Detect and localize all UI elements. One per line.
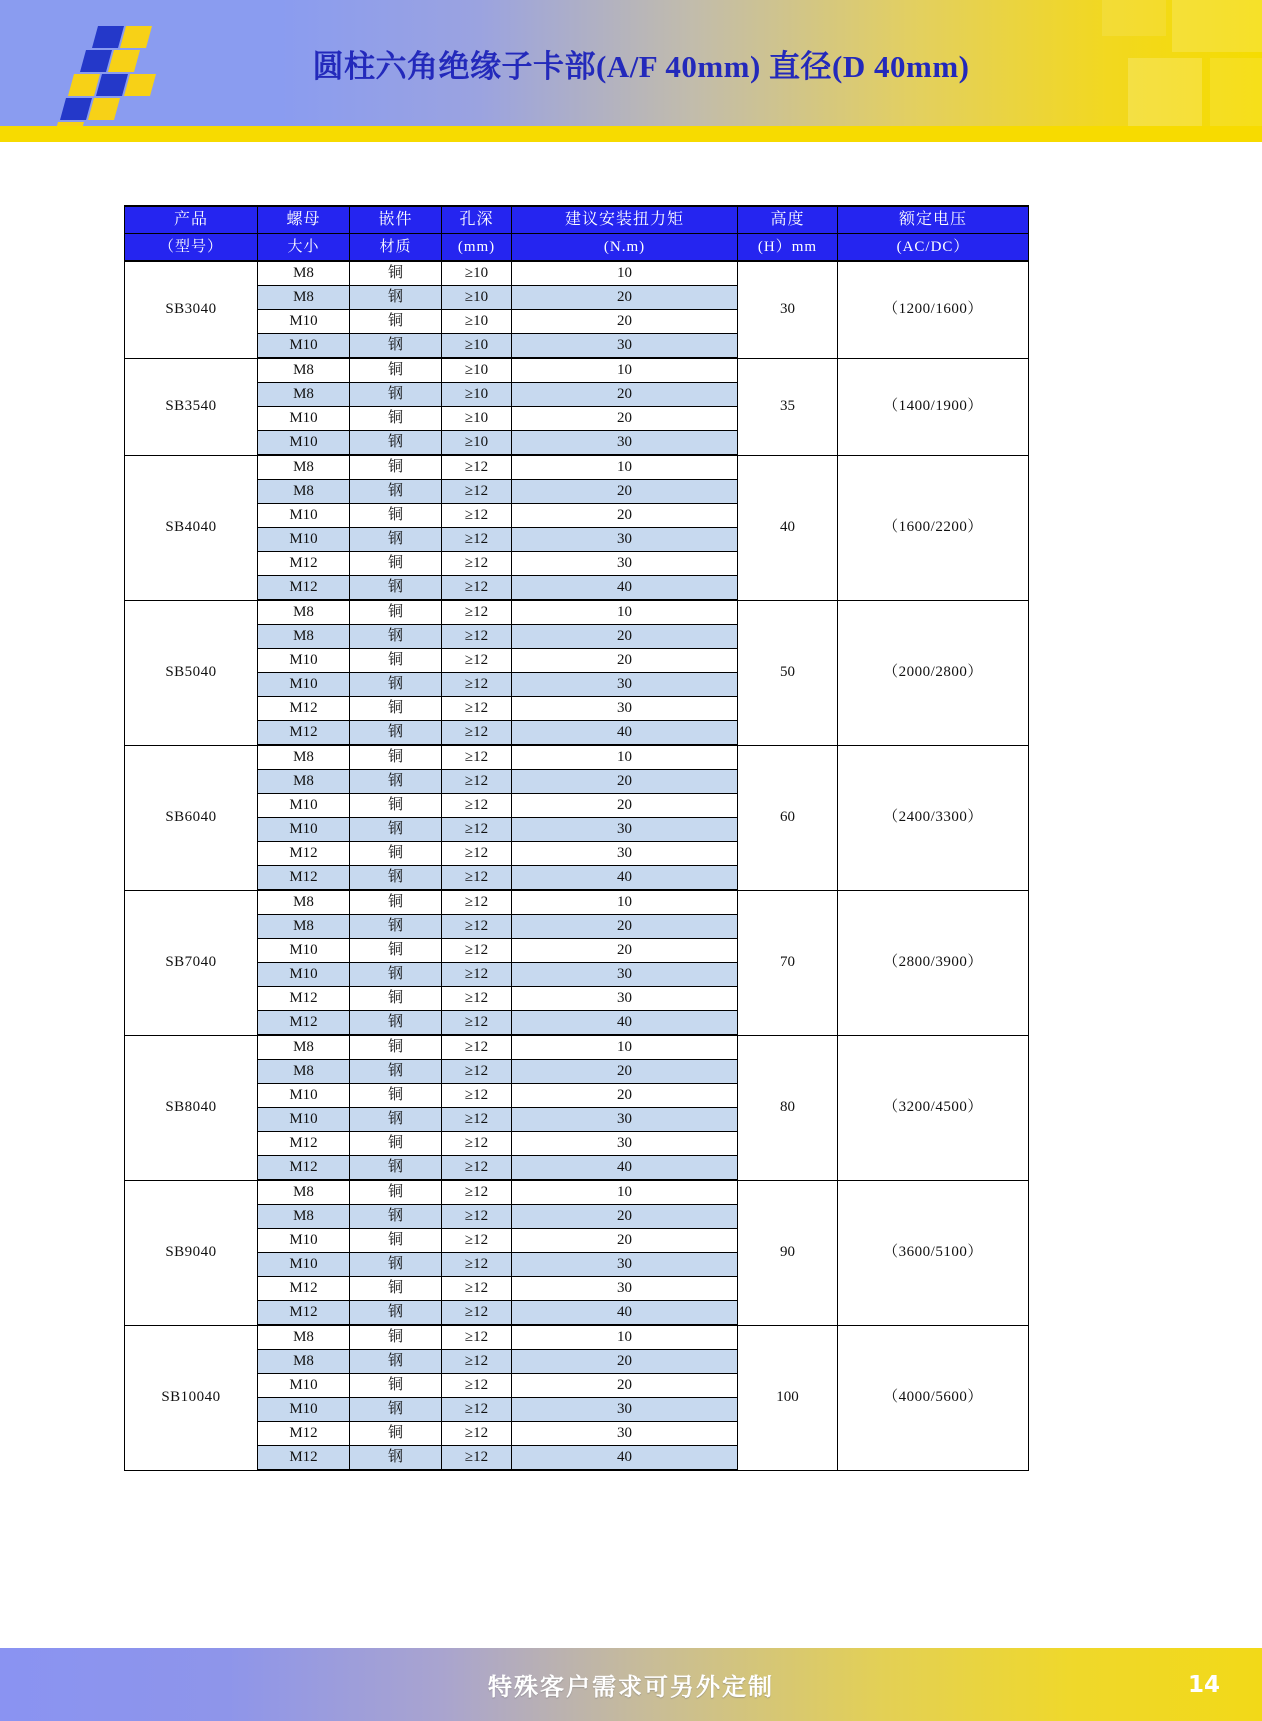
cell-model: SB4040 [125,455,258,600]
cell-torque: 20 [512,1205,738,1229]
col-header-height: 高度 [738,206,838,234]
cell-nut-size: M10 [258,673,350,697]
table-row [125,745,1029,770]
cell-voltage: （4000/5600） [838,1325,1029,1470]
cell-model: SB3540 [125,358,258,455]
cell-torque: 30 [512,987,738,1011]
cell-insert-material: 钢 [350,818,442,842]
cell-nut-size: M8 [258,1060,350,1084]
cell-hole-depth: ≥12 [442,1108,512,1132]
cell-nut-size: M12 [258,1301,350,1326]
cell-torque: 20 [512,383,738,407]
cell-torque: 30 [512,1398,738,1422]
cell-model: SB3040 [125,261,258,358]
cell-insert-material: 铜 [350,697,442,721]
cell-hole-depth: ≥12 [442,480,512,504]
cell-insert-material: 钢 [350,1060,442,1084]
cell-hole-depth: ≥12 [442,673,512,697]
cell-nut-size: M10 [258,1253,350,1277]
col-subheader-mm: (mm) [442,234,512,262]
cell-nut-size: M12 [258,1446,350,1471]
page-footer [0,1630,1262,1721]
cell-insert-material: 铜 [350,794,442,818]
cell-voltage: （2000/2800） [838,600,1029,745]
cell-hole-depth: ≥12 [442,745,512,770]
cell-torque: 20 [512,625,738,649]
cell-nut-size: M10 [258,528,350,552]
cell-nut-size: M12 [258,1011,350,1036]
cell-hole-depth: ≥12 [442,576,512,601]
col-subheader-acdc: (AC/DC） [838,234,1029,262]
cell-torque: 30 [512,1253,738,1277]
cell-nut-size: M8 [258,261,350,286]
cell-insert-material: 铜 [350,939,442,963]
cell-torque: 20 [512,770,738,794]
page-header [0,0,1262,142]
cell-insert-material: 钢 [350,915,442,939]
cell-nut-size: M12 [258,697,350,721]
cell-hole-depth: ≥10 [442,431,512,456]
header-accent-bar [0,126,1262,142]
cell-hole-depth: ≥12 [442,1301,512,1326]
cell-height: 50 [738,600,838,745]
cell-torque: 40 [512,1156,738,1181]
cell-hole-depth: ≥12 [442,528,512,552]
cell-hole-depth: ≥12 [442,1132,512,1156]
cell-torque: 20 [512,480,738,504]
cell-voltage: （1600/2200） [838,455,1029,600]
cell-height: 70 [738,890,838,1035]
cell-hole-depth: ≥12 [442,1350,512,1374]
cell-torque: 40 [512,1301,738,1326]
cell-hole-depth: ≥12 [442,818,512,842]
cell-hole-depth: ≥12 [442,552,512,576]
cell-nut-size: M8 [258,1205,350,1229]
cell-hole-depth: ≥12 [442,1374,512,1398]
cell-torque: 30 [512,818,738,842]
cell-hole-depth: ≥12 [442,890,512,915]
cell-nut-size: M8 [258,890,350,915]
cell-insert-material: 铜 [350,1374,442,1398]
cell-torque: 40 [512,1011,738,1036]
cell-insert-material: 铜 [350,987,442,1011]
cell-torque: 30 [512,697,738,721]
cell-torque: 20 [512,310,738,334]
cell-insert-material: 铜 [350,745,442,770]
cell-hole-depth: ≥12 [442,1035,512,1060]
cell-voltage: （2400/3300） [838,745,1029,890]
cell-hole-depth: ≥12 [442,1325,512,1350]
cell-insert-material: 钢 [350,1253,442,1277]
table-row [125,358,1029,383]
cell-voltage: （1200/1600） [838,261,1029,358]
cell-nut-size: M10 [258,310,350,334]
cell-model: SB8040 [125,1035,258,1180]
page-number: 14 [1187,1671,1220,1698]
cell-hole-depth: ≥12 [442,1422,512,1446]
cell-nut-size: M8 [258,625,350,649]
cell-hole-depth: ≥10 [442,407,512,431]
cell-torque: 40 [512,1446,738,1471]
cell-nut-size: M12 [258,1422,350,1446]
cell-insert-material: 铜 [350,1180,442,1205]
cell-insert-material: 钢 [350,431,442,456]
cell-hole-depth: ≥12 [442,455,512,480]
cell-insert-material: 钢 [350,480,442,504]
specification-table [124,205,1029,1471]
cell-insert-material: 铜 [350,455,442,480]
cell-hole-depth: ≥12 [442,939,512,963]
cell-voltage: （2800/3900） [838,890,1029,1035]
cell-height: 100 [738,1325,838,1470]
cell-hole-depth: ≥12 [442,697,512,721]
cell-nut-size: M8 [258,600,350,625]
cell-torque: 30 [512,1422,738,1446]
cell-nut-size: M8 [258,745,350,770]
cell-hole-depth: ≥10 [442,310,512,334]
header-row-primary [125,206,1029,234]
cell-nut-size: M8 [258,286,350,310]
cell-torque: 30 [512,1277,738,1301]
cell-nut-size: M10 [258,794,350,818]
cell-hole-depth: ≥12 [442,1229,512,1253]
cell-insert-material: 铜 [350,1084,442,1108]
cell-nut-size: M10 [258,504,350,528]
cell-insert-material: 铜 [350,600,442,625]
cell-hole-depth: ≥12 [442,842,512,866]
cell-insert-material: 钢 [350,383,442,407]
cell-hole-depth: ≥12 [442,1084,512,1108]
cell-torque: 20 [512,1374,738,1398]
cell-torque: 10 [512,455,738,480]
cell-nut-size: M12 [258,1156,350,1181]
cell-torque: 30 [512,673,738,697]
table-row [125,600,1029,625]
cell-torque: 20 [512,649,738,673]
cell-nut-size: M8 [258,1035,350,1060]
cell-torque: 40 [512,866,738,891]
cell-voltage: （3200/4500） [838,1035,1029,1180]
cell-torque: 10 [512,261,738,286]
cell-hole-depth: ≥12 [442,504,512,528]
cell-nut-size: M10 [258,407,350,431]
cell-insert-material: 铜 [350,1422,442,1446]
cell-hole-depth: ≥12 [442,987,512,1011]
cell-hole-depth: ≥10 [442,286,512,310]
cell-voltage: （1400/1900） [838,358,1029,455]
cell-height: 35 [738,358,838,455]
cell-insert-material: 铜 [350,504,442,528]
cell-nut-size: M10 [258,1108,350,1132]
cell-insert-material: 钢 [350,963,442,987]
cell-hole-depth: ≥12 [442,625,512,649]
col-subheader-size: 大小 [258,234,350,262]
col-subheader-material: 材质 [350,234,442,262]
cell-height: 40 [738,455,838,600]
cell-insert-material: 钢 [350,625,442,649]
cell-hole-depth: ≥12 [442,1060,512,1084]
cell-torque: 10 [512,1325,738,1350]
col-header-product: 产品 [125,206,258,234]
cell-torque: 30 [512,1132,738,1156]
cell-hole-depth: ≥12 [442,1180,512,1205]
cell-torque: 30 [512,431,738,456]
cell-model: SB5040 [125,600,258,745]
cell-height: 80 [738,1035,838,1180]
table-row [125,455,1029,480]
cell-height: 60 [738,745,838,890]
cell-torque: 40 [512,576,738,601]
cell-insert-material: 钢 [350,770,442,794]
col-header-holedepth: 孔深 [442,206,512,234]
cell-nut-size: M12 [258,721,350,746]
cell-hole-depth: ≥12 [442,1446,512,1471]
cell-nut-size: M12 [258,552,350,576]
cell-torque: 10 [512,600,738,625]
cell-hole-depth: ≥12 [442,721,512,746]
cell-insert-material: 钢 [350,1205,442,1229]
cell-hole-depth: ≥12 [442,1205,512,1229]
cell-torque: 20 [512,1084,738,1108]
spec-sheet [0,142,1262,1630]
cell-hole-depth: ≥12 [442,1277,512,1301]
cell-insert-material: 钢 [350,673,442,697]
cell-nut-size: M8 [258,1350,350,1374]
cell-hole-depth: ≥12 [442,1156,512,1181]
cell-hole-depth: ≥12 [442,794,512,818]
cell-nut-size: M8 [258,1180,350,1205]
cell-torque: 10 [512,1035,738,1060]
cell-insert-material: 钢 [350,1156,442,1181]
cell-nut-size: M8 [258,455,350,480]
cell-height: 30 [738,261,838,358]
cell-insert-material: 铜 [350,649,442,673]
cell-hole-depth: ≥12 [442,915,512,939]
cell-height: 90 [738,1180,838,1325]
col-header-voltage: 额定电压 [838,206,1029,234]
cell-nut-size: M12 [258,1132,350,1156]
cell-nut-size: M10 [258,1374,350,1398]
cell-insert-material: 钢 [350,1301,442,1326]
cell-nut-size: M10 [258,1229,350,1253]
cell-nut-size: M10 [258,1398,350,1422]
cell-hole-depth: ≥12 [442,600,512,625]
cell-torque: 30 [512,963,738,987]
cell-torque: 20 [512,1229,738,1253]
footer-bar [0,1648,1262,1721]
cell-nut-size: M10 [258,334,350,359]
cell-hole-depth: ≥10 [442,358,512,383]
table-row [125,1035,1029,1060]
cell-hole-depth: ≥10 [442,334,512,359]
cell-torque: 30 [512,528,738,552]
cell-hole-depth: ≥12 [442,1011,512,1036]
cell-insert-material: 铜 [350,310,442,334]
cell-hole-depth: ≥12 [442,866,512,891]
cell-nut-size: M12 [258,987,350,1011]
cell-hole-depth: ≥12 [442,963,512,987]
cell-insert-material: 铜 [350,1035,442,1060]
cell-torque: 20 [512,407,738,431]
cell-insert-material: 铜 [350,552,442,576]
cell-torque: 40 [512,721,738,746]
cell-nut-size: M8 [258,1325,350,1350]
col-subheader-nm: (N.m) [512,234,738,262]
footer-note: 特殊客户需求可另外定制 [488,1673,774,1701]
cell-hole-depth: ≥12 [442,1398,512,1422]
cell-nut-size: M8 [258,915,350,939]
cell-insert-material: 铜 [350,358,442,383]
cell-hole-depth: ≥12 [442,770,512,794]
cell-torque: 10 [512,358,738,383]
cell-hole-depth: ≥10 [442,261,512,286]
table-header [125,206,1029,261]
cell-nut-size: M12 [258,866,350,891]
table-row [125,1180,1029,1205]
cell-insert-material: 钢 [350,576,442,601]
cell-model: SB9040 [125,1180,258,1325]
cell-torque: 20 [512,1350,738,1374]
cell-insert-material: 铜 [350,1132,442,1156]
cell-model: SB10040 [125,1325,258,1470]
col-header-insert: 嵌件 [350,206,442,234]
cell-insert-material: 钢 [350,1011,442,1036]
cell-torque: 30 [512,334,738,359]
cell-torque: 20 [512,915,738,939]
cell-insert-material: 钢 [350,721,442,746]
cell-insert-material: 钢 [350,1446,442,1471]
cell-torque: 20 [512,286,738,310]
cell-hole-depth: ≥10 [442,383,512,407]
page-title: 圆柱六角绝缘子卡部(A/F 40mm) 直径(D 40mm) [312,48,970,84]
cell-insert-material: 铜 [350,1325,442,1350]
cell-nut-size: M10 [258,649,350,673]
cell-insert-material: 钢 [350,334,442,359]
cell-torque: 20 [512,504,738,528]
cell-insert-material: 铜 [350,890,442,915]
cell-insert-material: 钢 [350,1108,442,1132]
cell-insert-material: 钢 [350,286,442,310]
cell-nut-size: M10 [258,818,350,842]
cell-voltage: （3600/5100） [838,1180,1029,1325]
cell-torque: 20 [512,1060,738,1084]
cell-torque: 20 [512,794,738,818]
cell-insert-material: 铜 [350,261,442,286]
cell-torque: 30 [512,842,738,866]
cell-insert-material: 钢 [350,1350,442,1374]
table-row [125,1325,1029,1350]
table-row [125,890,1029,915]
cell-nut-size: M10 [258,939,350,963]
cell-torque: 30 [512,1108,738,1132]
cell-insert-material: 铜 [350,842,442,866]
cell-insert-material: 铜 [350,1229,442,1253]
cell-hole-depth: ≥12 [442,1253,512,1277]
cell-nut-size: M10 [258,1084,350,1108]
cell-nut-size: M10 [258,963,350,987]
cell-nut-size: M12 [258,842,350,866]
header-row-secondary [125,234,1029,262]
col-subheader-model: （型号） [125,234,258,262]
col-subheader-hmm: (H）mm [738,234,838,262]
cell-nut-size: M10 [258,431,350,456]
cell-torque: 20 [512,939,738,963]
cell-insert-material: 钢 [350,1398,442,1422]
cell-insert-material: 铜 [350,407,442,431]
cell-torque: 30 [512,552,738,576]
col-header-torque: 建议安装扭力矩 [512,206,738,234]
cell-nut-size: M12 [258,1277,350,1301]
table-body [125,261,1029,1470]
cell-hole-depth: ≥12 [442,649,512,673]
cell-insert-material: 钢 [350,866,442,891]
cell-nut-size: M8 [258,383,350,407]
table-row [125,261,1029,286]
cell-model: SB6040 [125,745,258,890]
cell-torque: 10 [512,890,738,915]
cell-model: SB7040 [125,890,258,1035]
cell-nut-size: M8 [258,358,350,383]
cell-nut-size: M12 [258,576,350,601]
cell-nut-size: M8 [258,480,350,504]
cell-insert-material: 铜 [350,1277,442,1301]
cell-torque: 10 [512,1180,738,1205]
col-header-nut: 螺母 [258,206,350,234]
cell-insert-material: 钢 [350,528,442,552]
cell-nut-size: M8 [258,770,350,794]
cell-torque: 10 [512,745,738,770]
